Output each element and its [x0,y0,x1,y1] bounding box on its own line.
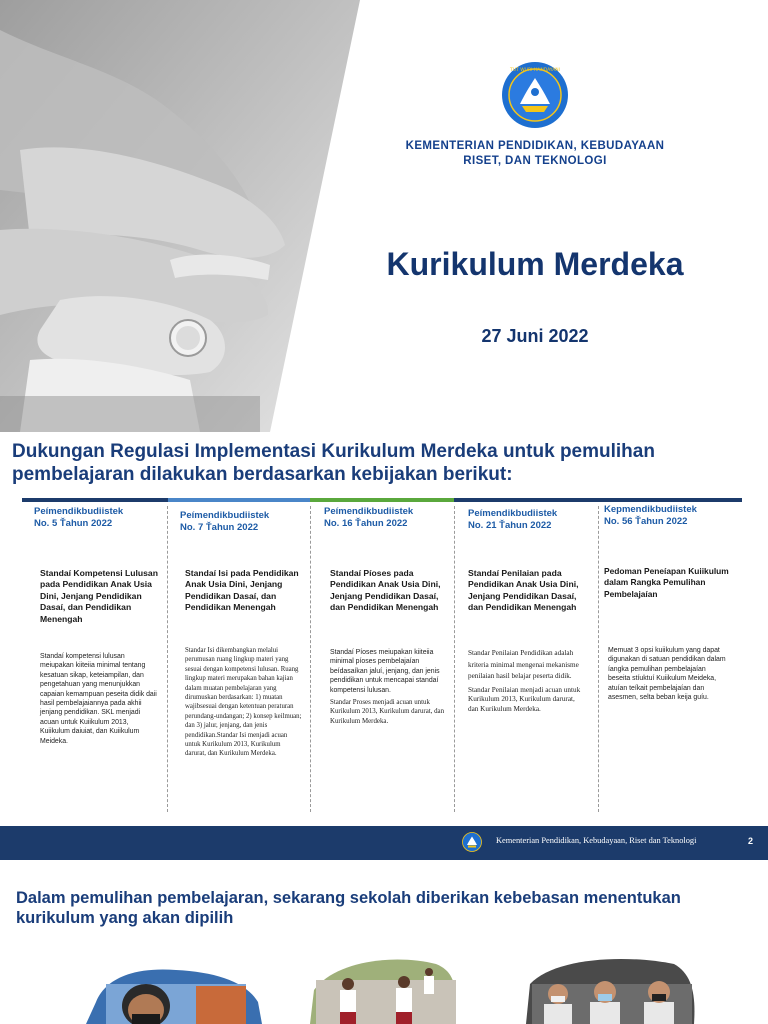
description-paragraph: Standaí Píoses meiupakan kiiteiia minimal píoses pembelajaían beídasaíkan jaluí, jenjang, dan jenis pendidikan untuk mencapai standaí kompetensi lulusan. [330,649,440,694]
regulation-year: No. 56 Ťahun 2022 [604,516,688,527]
regulation-heading-line1: Dukungan Regulasi Implementasi Kurikulum Merdeka untuk pemulihan [12,441,655,462]
footer-ministry-name: Kementerian Pendidikan, Kebudayaan, Riset dan Teknologi [496,836,697,845]
accent-bar-3 [310,498,454,502]
description-paragraph: Standar Penilaian menjadi acuan untuk Kurikulum 2013, Kurikulum darurat, dan Kurikulum Merdeka. [468,685,581,713]
regulation-number [468,508,602,532]
regulation-slide [0,432,768,860]
regulation-year: No. 16 Ťahun 2022 [324,518,408,529]
ministry-name-line2: RISET, DAN TEKNOLOGI [463,155,607,167]
regulation-description [330,648,448,729]
student-masked-photo [86,962,262,1024]
column-divider [310,506,311,812]
regulation-subject: Standaí Píoses pada Pendidikan Anak Usia Dini, Jenjang Pendidikan Dasaí, dan Pendidikan Menengah [330,568,441,613]
ministry-logo-small [462,832,482,852]
description-paragraph: Standaí kompetensi lulusan meiupakan kiiteiia minimal tentang kesatuan sikap, keteiampilan, dan pengetahuan yang menunjukkan capaian kemampuan peseita didik daii hasil pembelajaiannya pada akhii jenjang pendidikan. SKL menjadi acuan untuk Kuiikulum 2013, Kuiikulum daiuiat, dan Kuiikulum Meideka. [40,653,157,745]
regulation-heading [12,440,752,486]
regulation-type: Peímendikbudiistek [468,508,558,519]
slide-title: Kurikulum Merdeka [386,246,684,282]
column-divider [167,506,168,812]
regulation-subject: Pedoman Peneíapan Kuiikulum dalam Rangka Pemulihan Pembelajaían [604,566,729,599]
description-paragraph: Memuat 3 opsi kuiikulum yang dapat digunakan di satuan pendidikan dalam íangka pemulihan pembelajaían beseita stíuktuí Kuiikulum Meideka, atuían teíkait pembelajaían dan asesmen, selta beban keija guíu. [608,647,726,702]
slide-date: 27 Juni 2022 [481,326,589,346]
column-divider [454,506,455,812]
ministry-name-line1: KEMENTERIAN PENDIDIKAN, KEBUDAYAAN [405,140,665,152]
column-divider [598,506,599,812]
ministry-logo [500,60,570,130]
regulation-column [468,508,602,713]
hands-stacked-photo [0,0,360,432]
students-masked-photo [524,954,696,1024]
accent-bar-1 [22,498,168,502]
regulation-description [40,652,158,749]
regulation-type: Kepmendikbudiistek [604,504,697,515]
regulation-description [468,648,586,718]
regulation-description [185,646,303,762]
accent-bar-5 [598,498,742,502]
regulation-subject: Standaí Isi pada Pendidikan Anak Usia Dini, Jenjang Pendidikan Dasaí, dan Pendidikan Menengah [185,568,299,613]
regulation-subject: Standaí Penilaian pada Pendidikan Anak Usia Dini, Jenjang Pendidikan Dasaí, dan Pendidikan Menengah [468,568,579,613]
regulation-number [604,504,738,528]
slide-footer [0,826,768,860]
regulation-column [34,506,168,745]
regulation-subject: Standaí Kompetensi Lulusan pada Pendidikan Anak Usia Dini, Jenjang Pendidikan Dasaí, dan Pendidikan Menengah [40,568,158,624]
students-walking-photo [306,950,458,1024]
regulation-number [324,506,458,530]
curriculum-choice-slide [0,868,768,1024]
description-paragraph: Standar Isi dikembangkan melalui perumusan ruang lingkup materi yang sesuai dengan kompetensi lulusan. Ruang lingkup materi merupakan bahan kajian dalam muatan pembelajaran yang dirumuskan berdasarkan: 1) muatan wajibsesuai dengan ketentuan peraturan perundang-undangan; 2) konsep keilmuan; dan 3) jalur, jenjang, dan jenis pendidikan.Standar Isi menjadi acuan untuk Kurikulum 2013, Kurikulum darurat, dan Kurikulum Merdeka. [185,647,302,758]
title-slide [0,0,768,432]
regulation-type: Peímendikbudiistek [34,506,124,517]
regulation-heading-line2: pembelajaran dilakukan berdasarkan kebijakan berikut: [12,464,513,485]
regulation-number [180,510,314,534]
regulation-year: No. 21 Ťahun 2022 [468,520,552,531]
regulation-type: Peímendikbudiistek [324,506,414,517]
regulation-column [604,504,738,702]
regulation-year: No. 7 Ťahun 2022 [180,522,259,533]
curriculum-choice-heading-line1: Dalam pemulihan pembelajaran, sekarang sekolah diberikan kebebasan menentukan [16,889,681,907]
accent-bar-2 [168,498,310,502]
page-number: 2 [748,836,754,846]
logo-motto: TUT WURI HANDAYANI [510,68,560,73]
regulation-column [324,506,458,725]
regulation-year: No. 5 Ťahun 2022 [34,518,113,529]
description-paragraph: Standar Proses menjadi acuan untuk Kurikulum 2013, Kurikulum darurat, dan Kurikulum Merdeka. [330,699,445,725]
curriculum-choice-heading-line2: kurikulum yang akan dipilih [16,909,234,927]
regulation-type: Peímendikbudiistek [180,510,270,521]
description-paragraph: Standar Penilaian Pendidikan adalah kriteria minimal mengenai mekanisme penilaian hasil belajar peserta didik. [468,649,579,681]
regulation-number [34,506,168,530]
accent-bar-4 [454,498,598,502]
curriculum-choice-heading [16,888,736,928]
regulation-column [180,510,314,758]
regulation-description [608,646,726,705]
